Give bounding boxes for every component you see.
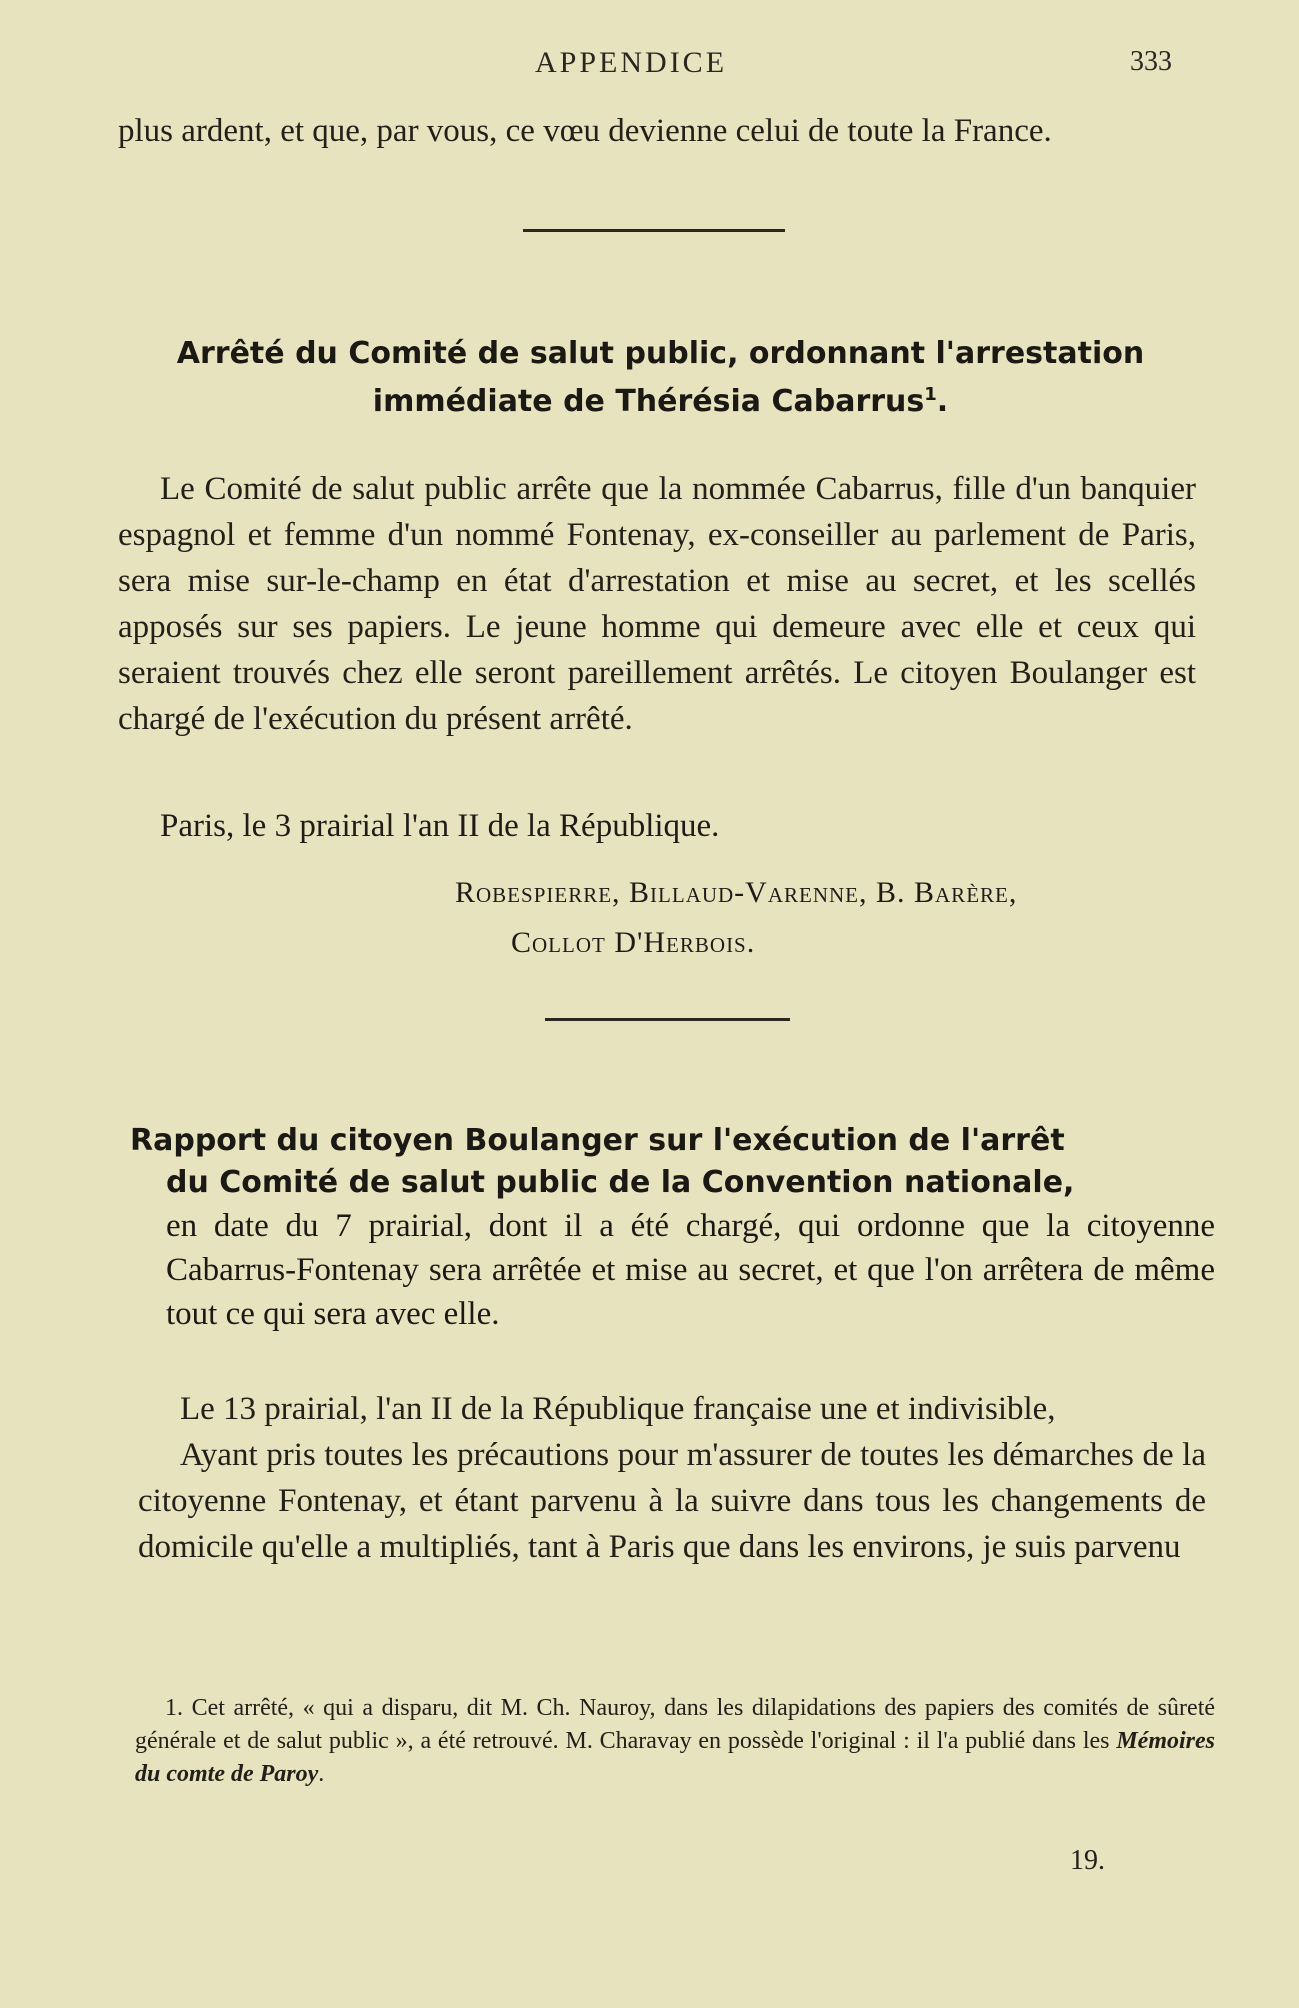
arrete-title-end: . — [936, 384, 949, 419]
footnote-number: 1. — [165, 1695, 183, 1721]
footnote-reference: 1 — [924, 384, 937, 405]
intro-paragraph — [118, 108, 1196, 154]
section-divider-1 — [523, 229, 785, 232]
page-header — [0, 46, 1299, 96]
printer-signature-mark: 19. — [1070, 1845, 1105, 1876]
footnote — [135, 1692, 1215, 1791]
arrete-title: Arrêté du Comité de salut public, ordonnant l'arrestation immédiate de Thérésia Cabarrus — [176, 336, 1145, 419]
rapport-heading — [130, 1120, 1215, 1336]
footnote-italic-title: Mémoires du comte de Paroy — [135, 1728, 1216, 1787]
arrete-heading — [118, 330, 1203, 426]
intro-text: plus ardent, et que, par vous, ce vœu devienne celui de toute la France. — [118, 113, 1052, 149]
rapport-title-line-2: du Comité de salut public de la Convention nationale, — [166, 1165, 1075, 1200]
signatures-line-2: Collot D'Herbois. — [511, 926, 756, 959]
rapport-paragraph-2: Ayant pris toutes les précautions pour m'assurer de toutes les démarches de la citoyenne Fontenay, et étant parvenu à la suivre dans tous les changements de domicile qu'elle a multipliés, tant à Paris que dans les environs, je suis parvenu — [138, 1437, 1206, 1565]
rapport-title-line-1: Rapport du citoyen Boulanger sur l'exécution de l'arrêt — [130, 1123, 1065, 1158]
section-divider-2 — [545, 1018, 790, 1021]
rapport-body — [138, 1386, 1206, 1570]
page-number: 333 — [1130, 46, 1172, 77]
footnote-text: Cet arrêté, « qui a disparu, dit M. Ch. Nauroy, dans les dilapidations des papiers des comités de sûreté générale et de salut public », a été retrouvé. M. Charavay en possède l'original : il l'a publié dans les — [135, 1695, 1216, 1754]
rapport-title-rest: en date du 7 prairial, dont il a été chargé, qui ordonne que la citoyenne Cabarrus-Fontenay sera arrêtée et mise au secret, et que l'on arrêtera de même tout ce qui sera avec elle. — [166, 1208, 1215, 1332]
footnote-text-end: . — [318, 1761, 325, 1787]
arrete-text: Le Comité de salut public arrête que la nommée Cabarrus, fille d'un banquier espagnol et femme d'un nommé Fontenay, ex-conseiller au parlement de Paris, sera mise sur-le-champ en état d'arrestation et mise au secret, et les scellés apposés sur ses papiers. Le jeune homme qui demeure avec elle et ceux qui seraient trouvés chez elle seront pareillement arrêtés. Le citoyen Boulanger est chargé de l'exécution du présent arrêté. — [118, 471, 1196, 737]
arrete-date: Paris, le 3 prairial l'an II de la République. — [160, 808, 720, 844]
arrete-body — [118, 466, 1196, 742]
signatures-line-1: Robespierre, Billaud-Varenne, B. Barère, — [455, 876, 1018, 909]
running-title: APPENDICE — [535, 46, 728, 79]
arrete-signatures — [455, 868, 1200, 968]
rapport-paragraph-1: Le 13 prairial, l'an II de la République française une et indivisible, — [180, 1391, 1056, 1427]
